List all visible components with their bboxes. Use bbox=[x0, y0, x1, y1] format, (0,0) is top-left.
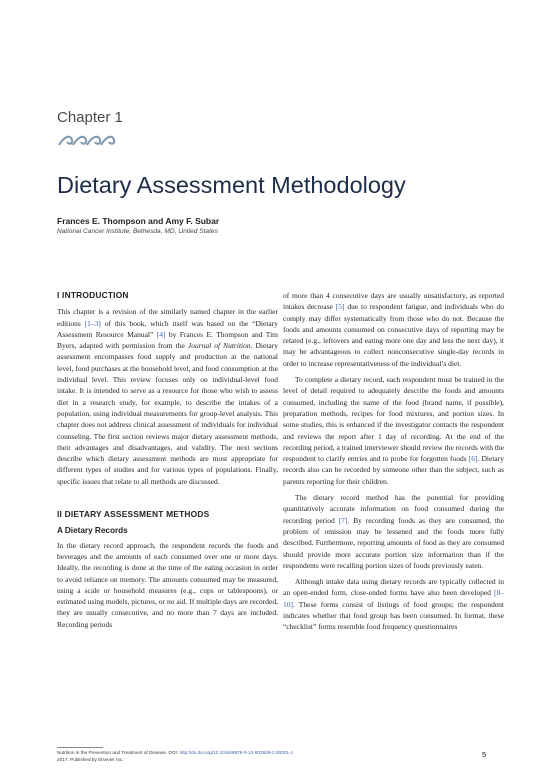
citation-link[interactable]: [6] bbox=[468, 454, 478, 464]
citation-link[interactable]: [4] bbox=[156, 329, 166, 339]
footer-divider bbox=[57, 747, 103, 748]
doi-link[interactable]: http://dx.doi.org/10.1016/B978-0-12-802928-2.00001-1 bbox=[179, 750, 294, 755]
citation-link[interactable]: [8–10] bbox=[283, 588, 504, 609]
citation-link[interactable]: [1–3] bbox=[84, 318, 101, 328]
author-affiliation: National Cancer Institute, Bethesda, MD, United States bbox=[57, 228, 218, 235]
chapter-title: Dietary Assessment Methodology bbox=[57, 172, 406, 198]
left-column bbox=[57, 290, 278, 630]
right-column bbox=[283, 290, 504, 633]
page-number: 5 bbox=[482, 750, 487, 759]
record-forms-paragraph: Although intake data using dietary records are typically collected in an open-ended form, close-ended forms have also been developed [8–10]. These forms consist of listings of food groups; the respondent indicates whether that food group has been consumed. In format, these “checklist” forms resemble food frequency questionnaires bbox=[283, 577, 504, 632]
section-heading-methods: II DIETARY ASSESSMENT METHODS bbox=[57, 509, 210, 520]
citation-link[interactable]: [5] bbox=[335, 302, 345, 312]
chapter-label: Chapter 1 bbox=[57, 109, 123, 126]
intro-paragraph: This chapter is a revision of the similarly named chapter in the earlier editions [1–3] of this book, which itself was based on the “Dietary Assessment Resource Manual” [4] by Frances E. Thompson and Tim Byers, adapted with permission from the Journal of Nutrition. Dietary assessment encompasses food supply and production at the national level, food purchases at the household level, and food consumption at the individual level. This review focuses only on individual-level food intake. It is intended to serve as a resource for those who wish to assess diet in a research study, for example, to describe the intakes of a population, using individual measurements for group-level analysis. This chapter does not address clinical assessment of individuals for individual counseling. The first section reviews major dietary assessment methods, their advantages and disadvantages, and validity. The next sections describe which dietary assessment methods are most appropriate for different types of studies and for various types of populations. Finally, specific issues that relate to all methods are discussed. bbox=[57, 307, 279, 486]
chapter-ornament-icon bbox=[57, 133, 117, 147]
citation-link[interactable]: [7] bbox=[338, 515, 348, 525]
record-training-paragraph: To complete a dietary record, each respondent must be trained in the level of detail required to adequately describe the foods and amounts consumed, including the name of the food (brand name, if possible), preparation methods, recipes for food mixtures, and portion sizes. In some studies, this is enhanced if the investigator contacts the respondent and reviews the report after 1 day of recording. At the end of the recording period, a trained interviewer should review the records with the respondent to clarify entries and to probe for forgotten foods [6]. Dietary records also can be recorded by someone other than the subject, such as parents reporting for their children. bbox=[283, 375, 504, 486]
record-accuracy-paragraph: The dietary record method has the potential for providing quantitatively accurate information on food consumed during the recording period [7]. By recording foods as they are consumed, the problem of omission may be lessened and the foods more fully described. Furthermore, reporting amounts of food as they are consumed should provide more accurate portion size information than if the respondents were recalling portion sizes of foods previously eaten. bbox=[283, 493, 504, 570]
author-names: Frances E. Thompson and Amy F. Subar bbox=[57, 216, 220, 226]
records-continued-paragraph: of more than 4 consecutive days are usually unsatisfactory, as reported intakes decrease [5] due to respondent fatigue, and individuals who do comply may differ systematically from those who do not. Because the foods and amounts consumed on consecutive days of reporting may be related (e.g., leftovers and eating more one day and less the next day), it may be advantageous to collect nonconsecutive single-day records in order to increase representativeness of the individual’s diet. bbox=[283, 291, 504, 368]
subsection-heading-dietary-records: A Dietary Records bbox=[57, 526, 128, 536]
section-heading-introduction: I INTRODUCTION bbox=[57, 290, 129, 300]
records-paragraph: In the dietary record approach, the respondent records the foods and beverages and the amounts of each consumed over one or more days. Ideally, the recording is done at the time of the eating occasion in order to avoid reliance on memory. The amounts consumed may be measured, using a scale or household measures (e.g., cups or tablespoons), or estimated using models, pictures, or no aid. If multiple days are recorded, they are usually consecutive, and no more than 7 days are included. Recording periods bbox=[57, 540, 278, 629]
footer-source: Nutrition in the Prevention and Treatment of Disease. DOI: http://dx.doi.org/10.1016/B978-0-12-802928-2.00001-1 bbox=[57, 750, 294, 755]
footer-copyright: 2017. Published by Elsevier Inc. bbox=[57, 757, 124, 762]
